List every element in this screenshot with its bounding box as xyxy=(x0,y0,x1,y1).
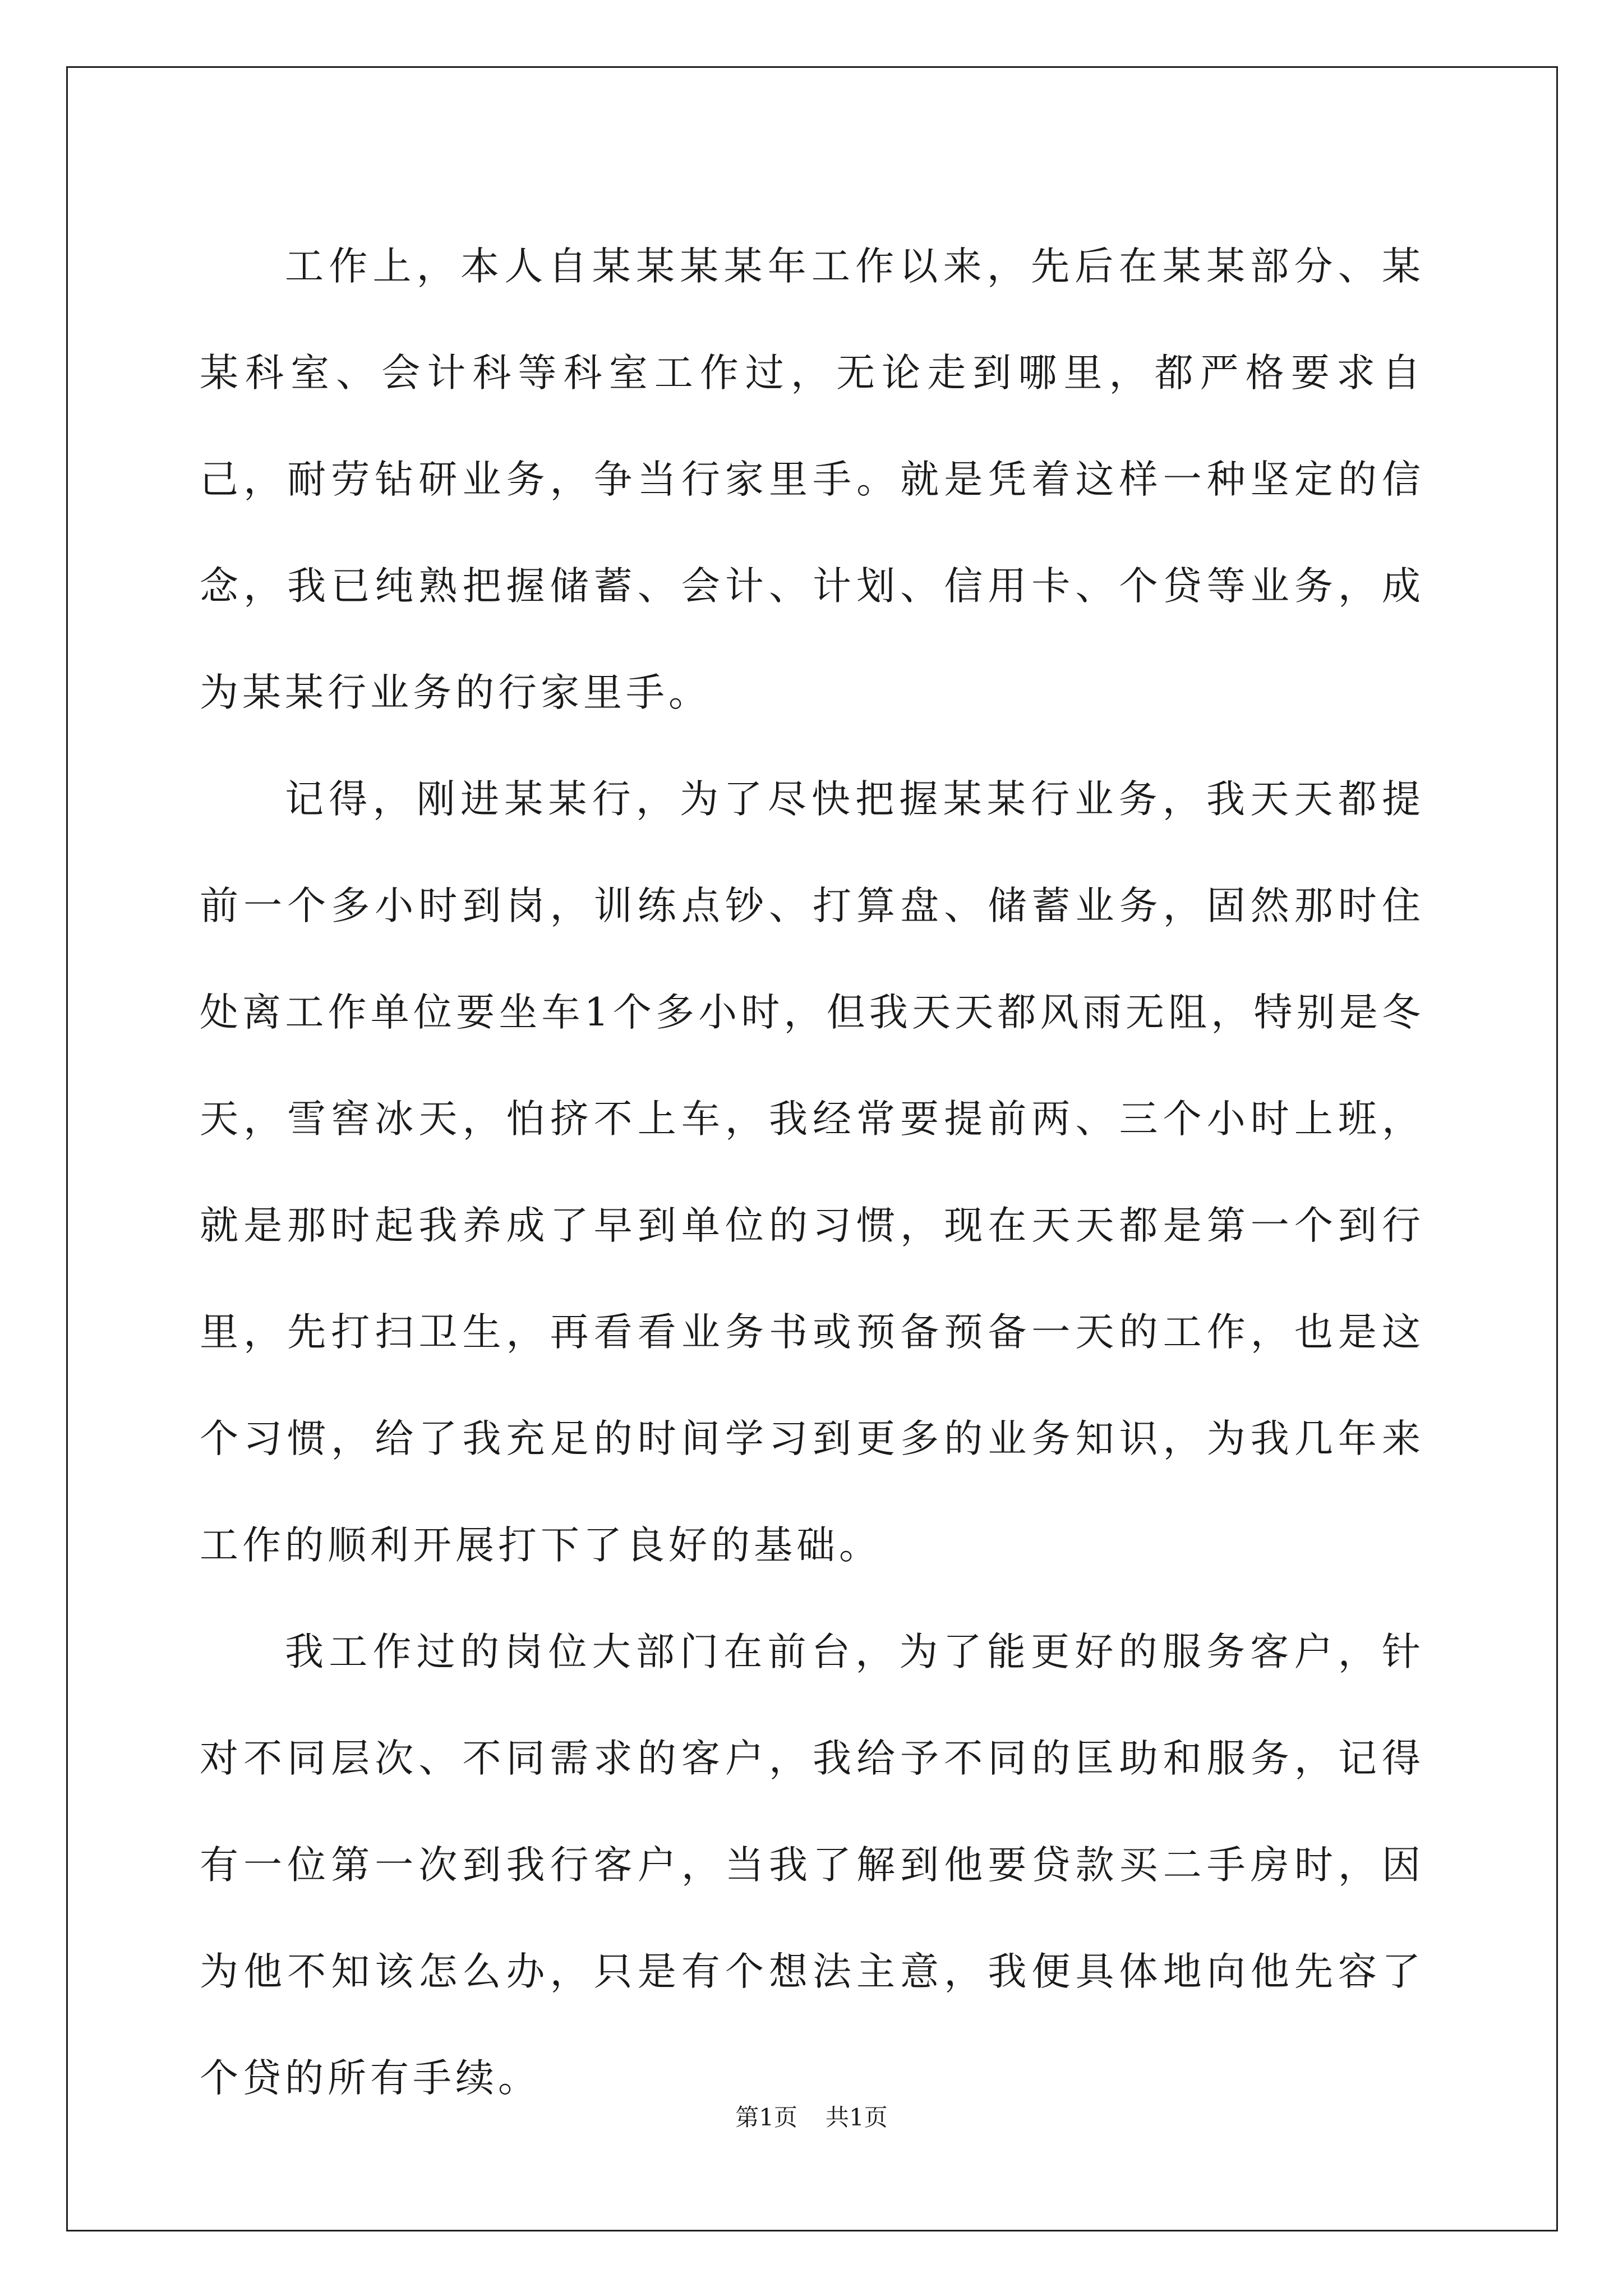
page-footer xyxy=(0,2101,1623,2134)
page-total: 共1页 xyxy=(826,2104,888,2131)
paragraph-3: 我工作过的岗位大部门在前台，为了能更好的服务客户，针对不同层次、不同需求的客户，我给予不同的匡助和服务，记得有一位第一次到我行客户，当我了解到他要贷款买二手房时，因为他不知该怎么办，只是有个想法主意，我便具体地向他先容了个贷的所有手续。 xyxy=(200,1630,1424,2101)
paragraph-2: 记得，刚进某某行，为了尽快把握某某行业务，我天天都提前一个多小时到岗，训练点钞、打算盘、储蓄业务，固然那时住处离工作单位要坐车1个多小时，但我天天都风雨无阻，特别是冬天，雪窖冰天，怕挤不上车，我经常要提前两、三个小时上班，就是那时起我养成了早到单位的习惯，现在天天都是第一个到行里，先打扫卫生，再看看业务书或预备预备一天的工作，也是这个习惯，给了我充足的时间学习到更多的业务知识，为我几年来工作的顺利开展打下了良好的基础。 xyxy=(200,777,1424,1568)
document-body xyxy=(200,213,1424,2132)
page-number: 第1页 xyxy=(735,2104,797,2131)
paragraph-1: 工作上，本人自某某某某年工作以来，先后在某某部分、某某科室、会计科等科室工作过，无论走到哪里，都严格要求自己，耐劳钻研业务，争当行家里手。就是凭着这样一种坚定的信念，我已纯熟把握储蓄、会计、计划、信用卡、个贷等业务，成为某某行业务的行家里手。 xyxy=(200,244,1424,715)
